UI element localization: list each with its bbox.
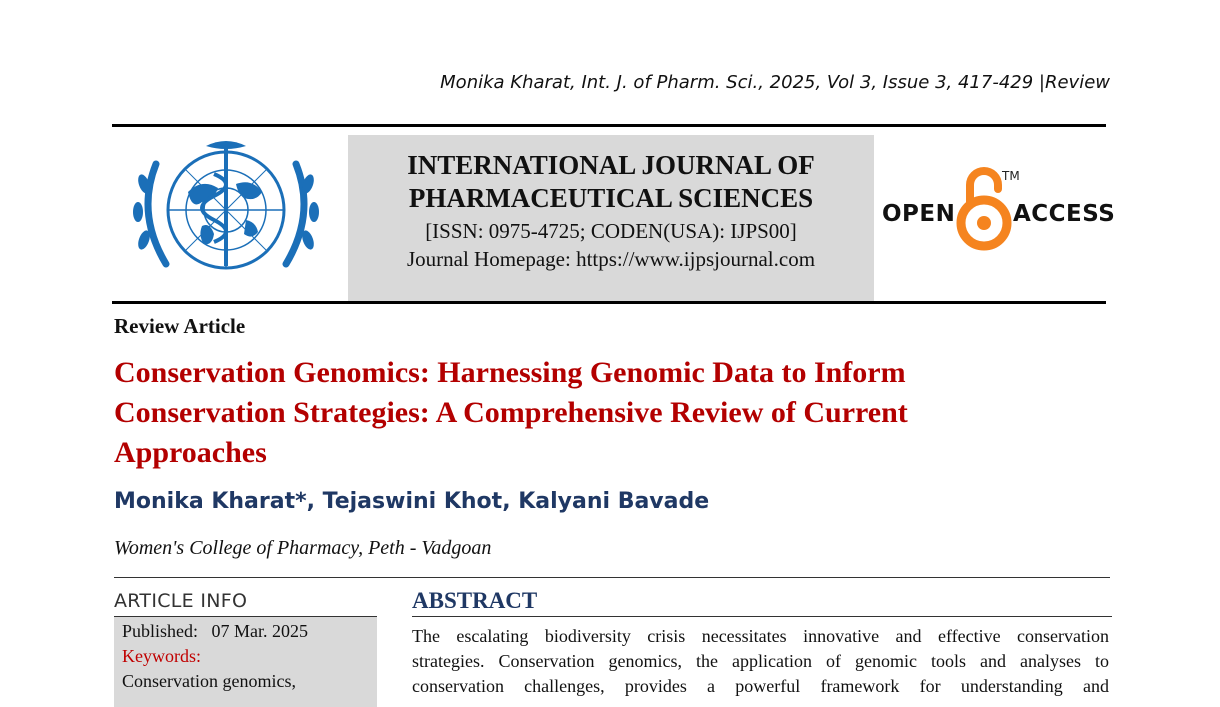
title-line-3: Approaches bbox=[114, 436, 267, 469]
journal-name-line-1: INTERNATIONAL JOURNAL OF bbox=[407, 150, 815, 180]
abstract-heading: ABSTRACT bbox=[412, 588, 538, 613]
title-line-1: Conservation Genomics: Harnessing Genomic Data to Inform bbox=[114, 356, 906, 389]
journal-homepage[interactable]: Journal Homepage: https://www.ijpsjournal.com bbox=[406, 247, 816, 271]
section-divider bbox=[114, 577, 1110, 578]
journal-name-line-2: PHARMACEUTICAL SCIENCES bbox=[408, 183, 814, 213]
author-list: Monika Kharat*, Tejaswini Khot, Kalyani Bavade bbox=[114, 489, 710, 514]
abstract-line-1: The escalating biodiversity crisis necessitates innovative and effective conservation bbox=[412, 626, 1109, 646]
journal-masthead bbox=[348, 135, 874, 301]
author-affiliation: Women's College of Pharmacy, Peth - Vadgoan bbox=[114, 537, 492, 559]
issn-coden: [ISSN: 0975-4725; CODEN(USA): IJPS00] bbox=[425, 219, 797, 243]
running-head: Monika Kharat, Int. J. of Pharm. Sci., 2025, Vol 3, Issue 3, 417-429 |Review bbox=[440, 72, 1110, 93]
article-title bbox=[114, 353, 1014, 473]
access-word: ACCESS bbox=[1013, 201, 1116, 227]
keywords-label: Keywords: bbox=[122, 646, 201, 666]
article-info-heading: ARTICLE INFO bbox=[114, 590, 248, 612]
title-line-2: Conservation Strategies: A Comprehensive Review of Current bbox=[114, 396, 908, 429]
abstract-body bbox=[412, 624, 1109, 699]
article-info-box bbox=[114, 617, 377, 707]
abstract-line-3: conservation challenges, provides a powerful framework for understanding and bbox=[412, 676, 1109, 696]
open-word: OPEN bbox=[882, 201, 956, 227]
abstract-rule bbox=[412, 616, 1112, 617]
header-rule-bottom bbox=[112, 301, 1106, 304]
keyword-item: Conservation genomics, bbox=[122, 671, 296, 691]
published-label: Published: bbox=[122, 621, 199, 641]
abstract-line-2: strategies. Conservation genomics, the application of genomic tools and analyses to bbox=[412, 651, 1109, 671]
open-access-logo bbox=[880, 165, 1116, 255]
article-type: Review Article bbox=[114, 314, 246, 338]
published-row bbox=[122, 619, 369, 644]
published-date: 07 Mar. 2025 bbox=[211, 621, 309, 641]
trademark-symbol: TM bbox=[1002, 169, 1020, 183]
journal-emblem-icon bbox=[126, 134, 326, 284]
header-rule-top bbox=[112, 124, 1106, 127]
journal-name bbox=[348, 149, 874, 215]
